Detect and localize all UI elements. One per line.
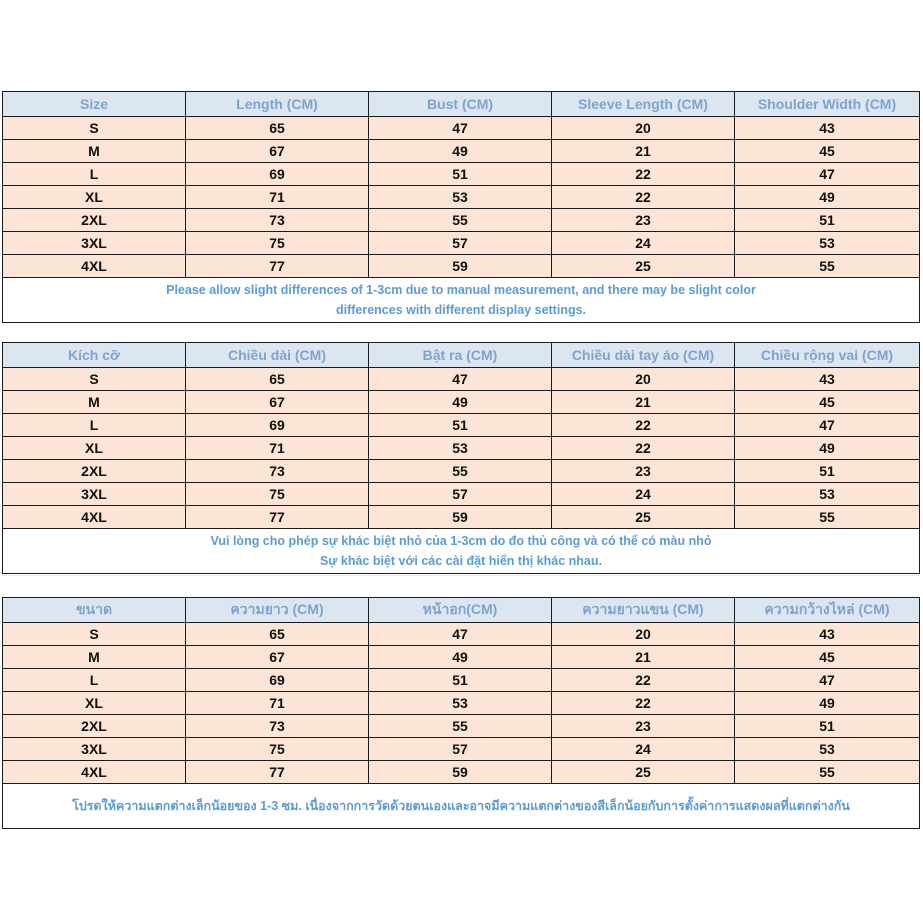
size-cell: 3XL [3,232,186,255]
measurement-cell: 23 [552,715,735,738]
table-row [3,483,920,506]
table-row [3,646,920,669]
measurement-cell: 22 [552,414,735,437]
measurement-cell: 23 [552,460,735,483]
measurement-cell: 71 [186,692,369,715]
size-cell: XL [3,186,186,209]
measurement-cell: 59 [369,506,552,529]
measurement-cell: 47 [369,117,552,140]
measurement-cell: 22 [552,669,735,692]
column-header: Kích cỡ [3,343,186,368]
table-row [3,761,920,784]
measurement-cell: 22 [552,186,735,209]
column-header: ขนาด [3,598,186,623]
measurement-cell: 45 [735,391,920,414]
size-cell: L [3,414,186,437]
column-header: ความยาว (CM) [186,598,369,623]
measurement-cell: 69 [186,669,369,692]
measurement-cell: 21 [552,646,735,669]
measurement-cell: 57 [369,232,552,255]
measurement-note [3,278,920,323]
column-header: Chiều rộng vai (CM) [735,343,920,368]
table-row [3,368,920,391]
size-cell: 2XL [3,715,186,738]
measurement-cell: 55 [735,255,920,278]
size-cell: M [3,646,186,669]
measurement-cell: 59 [369,761,552,784]
size-cell: 3XL [3,483,186,506]
size-cell: S [3,368,186,391]
measurement-cell: 67 [186,391,369,414]
table-row [3,738,920,761]
measurement-cell: 22 [552,437,735,460]
measurement-cell: 67 [186,646,369,669]
table-row [3,140,920,163]
size-cell: 4XL [3,761,186,784]
measurement-cell: 25 [552,506,735,529]
measurement-cell: 75 [186,232,369,255]
size-cell: XL [3,437,186,460]
column-header: Bust (CM) [369,92,552,117]
measurement-cell: 55 [735,506,920,529]
column-header: Chiều dài (CM) [186,343,369,368]
measurement-cell: 49 [735,437,920,460]
size-cell: S [3,623,186,646]
measurement-cell: 43 [735,368,920,391]
column-header: Sleeve Length (CM) [552,92,735,117]
measurement-cell: 69 [186,163,369,186]
size-cell: M [3,140,186,163]
measurement-cell: 24 [552,738,735,761]
measurement-cell: 43 [735,117,920,140]
measurement-cell: 25 [552,761,735,784]
measurement-cell: 23 [552,209,735,232]
column-header: Length (CM) [186,92,369,117]
size-cell: 3XL [3,738,186,761]
table-row [3,437,920,460]
measurement-cell: 47 [369,623,552,646]
table-row [3,506,920,529]
measurement-cell: 73 [186,715,369,738]
table-row [3,669,920,692]
table-row [3,163,920,186]
measurement-note [3,529,920,574]
measurement-cell: 55 [369,460,552,483]
column-header: Chiều dài tay áo (CM) [552,343,735,368]
measurement-cell: 51 [735,715,920,738]
measurement-cell: 47 [735,414,920,437]
size-chart-vietnamese [2,342,920,574]
note-row [3,784,920,829]
measurement-cell: 49 [369,391,552,414]
measurement-cell: 65 [186,117,369,140]
table-row [3,117,920,140]
size-cell: 2XL [3,209,186,232]
measurement-cell: 57 [369,483,552,506]
size-cell: M [3,391,186,414]
measurement-cell: 75 [186,483,369,506]
note-line: Sự khác biệt với các cài đặt hiển thị khác nhau. [320,554,602,568]
measurement-cell: 55 [369,209,552,232]
note-line: โปรดให้ความแตกต่างเล็กน้อยของ 1-3 ซม. เนื่องจากการวัดด้วยตนเองและอาจมีความแตกต่างของสีเล็กน้อยกับการตั้งค่าการแสดงผลที่แตกต่างกัน [72,799,850,813]
measurement-cell: 71 [186,437,369,460]
measurement-cell: 49 [369,646,552,669]
measurement-cell: 51 [369,414,552,437]
measurement-cell: 59 [369,255,552,278]
measurement-cell: 47 [369,368,552,391]
measurement-cell: 75 [186,738,369,761]
measurement-cell: 21 [552,391,735,414]
note-line: differences with different display settings. [335,303,587,317]
table-row [3,623,920,646]
column-header: Shoulder Width (CM) [735,92,920,117]
table-row [3,391,920,414]
measurement-cell: 69 [186,414,369,437]
measurement-cell: 21 [552,140,735,163]
column-header: หน้าอก(CM) [369,598,552,623]
measurement-cell: 24 [552,232,735,255]
measurement-cell: 51 [735,209,920,232]
measurement-cell: 20 [552,117,735,140]
measurement-cell: 67 [186,140,369,163]
measurement-cell: 51 [369,163,552,186]
measurement-cell: 73 [186,460,369,483]
measurement-cell: 49 [369,140,552,163]
measurement-cell: 22 [552,692,735,715]
measurement-cell: 49 [735,186,920,209]
measurement-cell: 20 [552,368,735,391]
measurement-cell: 22 [552,163,735,186]
measurement-cell: 53 [369,186,552,209]
measurement-cell: 25 [552,255,735,278]
measurement-cell: 53 [369,692,552,715]
table-row [3,232,920,255]
table-row [3,692,920,715]
size-cell: L [3,163,186,186]
measurement-cell: 53 [735,738,920,761]
measurement-cell: 24 [552,483,735,506]
size-chart-english [2,91,920,323]
measurement-cell: 57 [369,738,552,761]
measurement-cell: 53 [735,232,920,255]
measurement-cell: 49 [735,692,920,715]
size-cell: L [3,669,186,692]
measurement-cell: 51 [369,669,552,692]
header-row [3,598,920,623]
measurement-cell: 65 [186,368,369,391]
column-header: Bật ra (CM) [369,343,552,368]
table-row [3,460,920,483]
column-header: Size [3,92,186,117]
measurement-cell: 55 [735,761,920,784]
gridline [2,575,919,576]
note-row [3,278,920,323]
measurement-cell: 47 [735,163,920,186]
column-header: ความยาวแขน (CM) [552,598,735,623]
measurement-cell: 65 [186,623,369,646]
size-cell: S [3,117,186,140]
measurement-cell: 73 [186,209,369,232]
measurement-cell: 45 [735,140,920,163]
note-line: Vui lòng cho phép sự khác biệt nhỏ của 1-3cm do đo thủ công và có thể có màu nhỏ [210,534,712,548]
table-row [3,209,920,232]
measurement-cell: 43 [735,623,920,646]
measurement-cell: 71 [186,186,369,209]
table-row [3,715,920,738]
size-chart-thai [2,597,920,829]
measurement-cell: 77 [186,761,369,784]
note-line: Please allow slight differences of 1-3cm due to manual measurement, and there may be slight color [166,283,756,297]
header-row [3,92,920,117]
measurement-cell: 53 [735,483,920,506]
measurement-cell: 77 [186,506,369,529]
measurement-cell: 53 [369,437,552,460]
measurement-cell: 47 [735,669,920,692]
header-row [3,343,920,368]
measurement-cell: 20 [552,623,735,646]
measurement-cell: 45 [735,646,920,669]
size-cell: 4XL [3,506,186,529]
size-cell: 2XL [3,460,186,483]
size-cell: 4XL [3,255,186,278]
measurement-cell: 77 [186,255,369,278]
table-row [3,186,920,209]
column-header: ความกว้างไหล่ (CM) [735,598,920,623]
table-row [3,414,920,437]
size-cell: XL [3,692,186,715]
measurement-cell: 55 [369,715,552,738]
measurement-note [3,784,920,829]
table-row [3,255,920,278]
measurement-cell: 51 [735,460,920,483]
note-row [3,529,920,574]
